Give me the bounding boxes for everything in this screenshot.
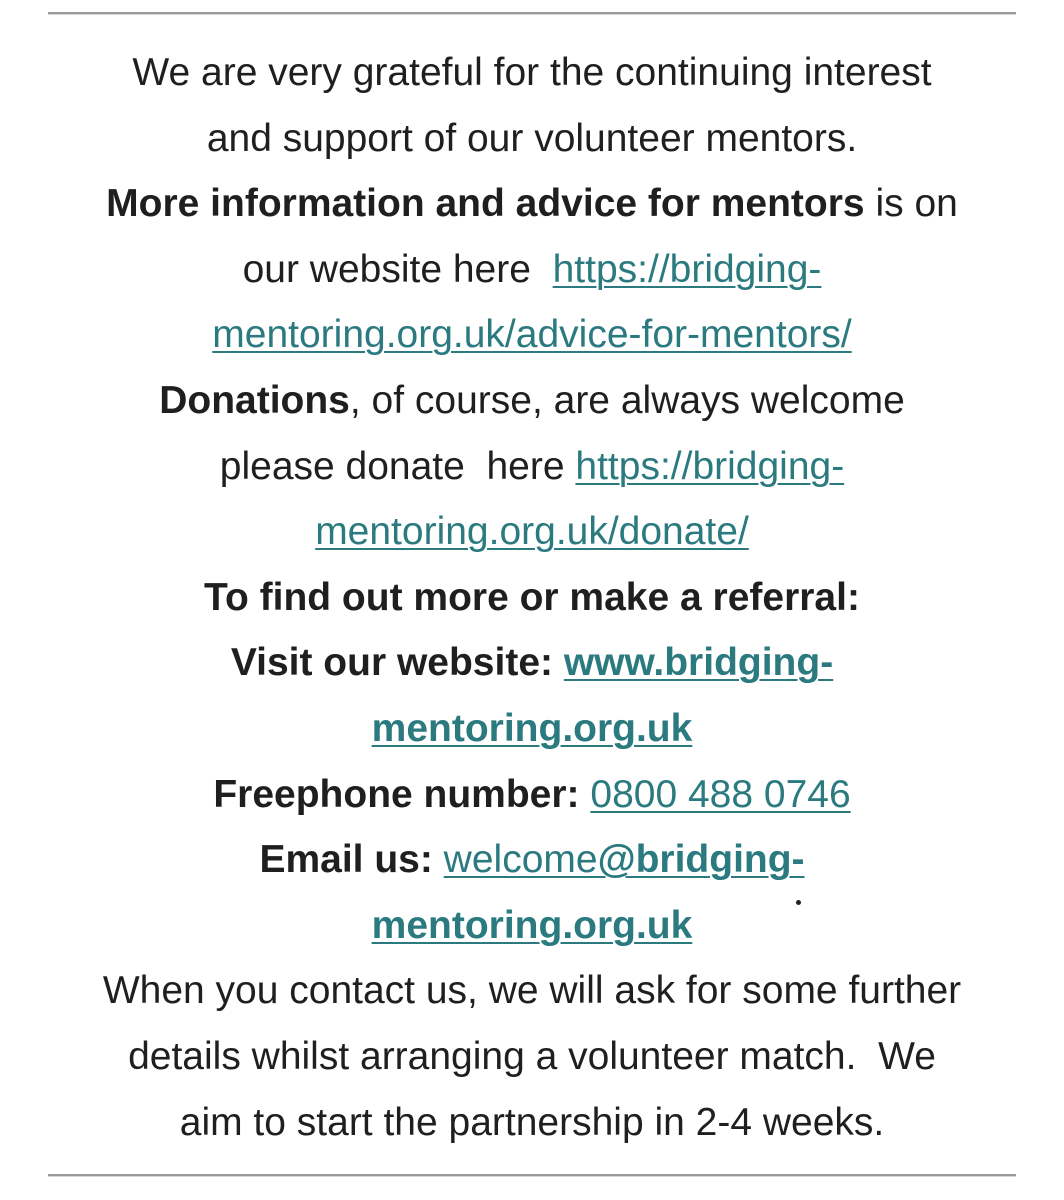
phone-label: Freephone number:	[213, 772, 591, 816]
donate-link-part-1[interactable]: https://bridging-	[575, 444, 845, 488]
advice-lead: our website here	[242, 247, 553, 291]
intro-line-1: We are very grateful for the continuing interest	[132, 51, 932, 94]
website-line-2	[40, 696, 1024, 762]
email-line-2	[40, 893, 1024, 959]
donations-heading: Donations	[159, 378, 350, 422]
closing-line-2: details whilst arranging a volunteer match. We	[128, 1034, 936, 1078]
email-line	[40, 827, 1024, 893]
closing-line-3: aim to start the partnership in 2-4 weeks.	[179, 1100, 885, 1144]
website-link-part-2[interactable]: mentoring.org.uk	[371, 706, 693, 750]
advice-heading: More information and advice for mentors	[106, 182, 865, 226]
donations-lead: please donate here	[219, 444, 576, 488]
stray-dot	[796, 900, 801, 905]
donations-line-2	[40, 434, 1024, 500]
donations-paragraph	[40, 368, 1024, 565]
intro-line-2: and support of our volunteer mentors.	[206, 116, 858, 160]
top-divider	[48, 12, 1016, 15]
phone-link[interactable]: 0800 488 0746	[590, 772, 851, 816]
donations-rest: , of course, are always welcome	[349, 378, 905, 422]
website-link-part-1[interactable]: www.bridging-	[563, 641, 834, 685]
intro-paragraph	[40, 40, 1024, 171]
closing-paragraph	[40, 958, 1024, 1155]
advice-link-part-1[interactable]: https://bridging-	[552, 247, 822, 291]
phone-line	[40, 762, 1024, 828]
referral-paragraph	[40, 565, 1024, 959]
donate-link-part-2[interactable]: mentoring.org.uk/donate/	[315, 510, 749, 554]
email-label: Email us:	[259, 838, 444, 882]
email-link-user[interactable]: welcome	[443, 838, 598, 882]
website-label: Visit our website:	[230, 641, 564, 685]
email-body	[40, 40, 1024, 1155]
email-link-domain-1[interactable]: @bridging-	[597, 838, 805, 882]
referral-heading-text: To find out more or make a referral:	[204, 575, 860, 619]
website-line	[40, 630, 1024, 696]
advice-suffix: is on	[864, 182, 958, 226]
bottom-divider	[48, 1174, 1016, 1177]
advice-line-1	[40, 171, 1024, 237]
donations-line-1	[40, 368, 1024, 434]
advice-paragraph	[40, 171, 1024, 368]
email-link-domain-2[interactable]: mentoring.org.uk	[371, 903, 693, 947]
advice-link-part-2[interactable]: mentoring.org.uk/advice-for-mentors/	[212, 313, 852, 357]
advice-line-3	[40, 302, 1024, 368]
referral-heading	[40, 565, 1024, 631]
donations-line-3	[40, 499, 1024, 565]
advice-line-2	[40, 237, 1024, 303]
closing-line-1: When you contact us, we will ask for some further	[102, 969, 962, 1013]
